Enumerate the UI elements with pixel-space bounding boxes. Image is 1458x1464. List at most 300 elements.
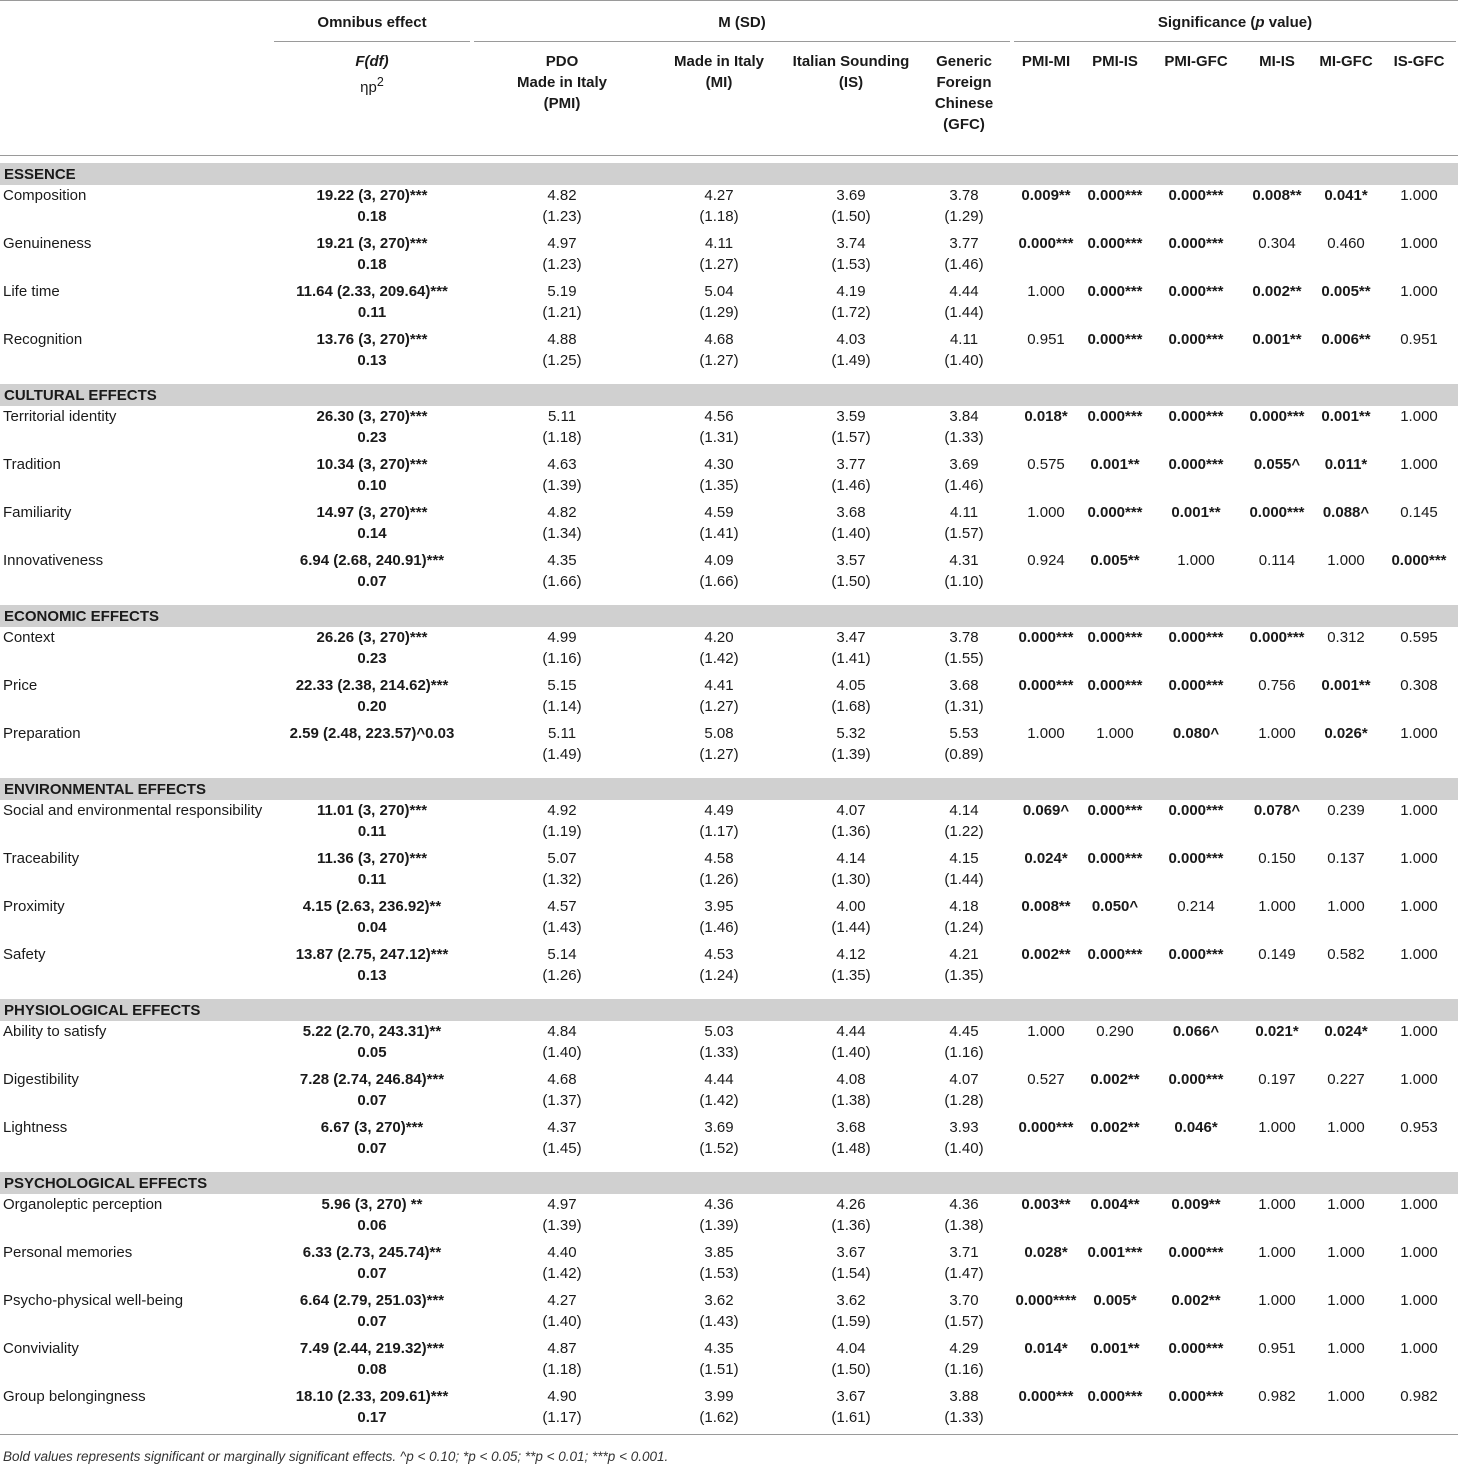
- omnibus-eta: 0.08: [357, 1361, 387, 1378]
- p-value-cell: 0.050^: [1091, 898, 1139, 915]
- p-value-cell: 1.000: [1400, 1023, 1438, 1040]
- mean-value: 4.21: [949, 946, 979, 963]
- mean-value: 4.45: [949, 1023, 979, 1040]
- header-group-col-line: Italian Sounding: [792, 53, 910, 70]
- mean-value: 3.67: [836, 1388, 866, 1405]
- p-value-cell: 0.304: [1258, 235, 1296, 252]
- sd-value: (1.39): [542, 1217, 582, 1234]
- sd-value: (1.49): [542, 746, 582, 763]
- omnibus-cell: [272, 185, 472, 233]
- p-value-cell: 0.021*: [1255, 1023, 1299, 1040]
- p-value-cell: 0.002**: [1090, 1071, 1140, 1088]
- table-row: [0, 848, 1458, 896]
- p-value-cell: 0.312: [1327, 629, 1365, 646]
- omnibus-cell: [272, 1194, 472, 1242]
- table-row: [0, 550, 1458, 598]
- p-value-cell: 0.041*: [1324, 187, 1368, 204]
- mean-sd-cell: [472, 1021, 652, 1069]
- mean-value: 3.67: [836, 1244, 866, 1261]
- p-value-cell: 0.004**: [1090, 1196, 1140, 1213]
- p-value-cell: 1.000: [1400, 898, 1438, 915]
- section-heading: PHYSIOLOGICAL EFFECTS: [0, 999, 1458, 1021]
- mean-sd-cell: [652, 550, 786, 598]
- mean-value: 4.87: [547, 1340, 577, 1357]
- mean-sd-cell: [786, 1069, 916, 1117]
- sd-value: (1.36): [831, 823, 871, 840]
- mean-value: 4.07: [836, 802, 866, 819]
- mean-value: 3.62: [704, 1292, 734, 1309]
- mean-value: 4.29: [949, 1340, 979, 1357]
- omnibus-eta: 0.07: [357, 1313, 387, 1330]
- omnibus-cell: [272, 627, 472, 675]
- sd-value: (1.17): [699, 823, 739, 840]
- sd-value: (1.38): [944, 1217, 984, 1234]
- mean-sd-cell: [786, 723, 916, 771]
- p-value-cell: 1.000: [1327, 898, 1365, 915]
- mean-sd-cell: [916, 1386, 1012, 1435]
- omnibus-cell: [272, 1242, 472, 1290]
- sd-value: (1.22): [944, 823, 984, 840]
- mean-sd-cell: [916, 723, 1012, 771]
- sd-value: (1.16): [542, 650, 582, 667]
- sd-value: (1.46): [944, 256, 984, 273]
- sd-value: (1.18): [542, 1361, 582, 1378]
- omnibus-f: 10.34 (3, 270)***: [316, 456, 428, 473]
- table-row: [0, 1021, 1458, 1069]
- p-value-cell: 0.001**: [1090, 456, 1140, 473]
- sd-value: (1.24): [699, 967, 739, 984]
- header-fdf-eta: F(df) $\eta p^2$: [272, 43, 472, 156]
- mean-value: 3.88: [949, 1388, 979, 1405]
- mean-value: 4.68: [547, 1071, 577, 1088]
- row-label: Preparation: [3, 725, 81, 742]
- p-value-cell: 1.000: [1400, 1340, 1438, 1357]
- table-row: [0, 1242, 1458, 1290]
- p-value-cell: 1.000: [1327, 1244, 1365, 1261]
- p-value-cell: 1.000: [1400, 1292, 1438, 1309]
- mean-sd-cell: [786, 1242, 916, 1290]
- p-value-cell: 0.000***: [1168, 1244, 1224, 1261]
- table-row: [0, 1290, 1458, 1338]
- p-value-cell: 1.000: [1400, 1071, 1438, 1088]
- mean-value: 4.20: [704, 629, 734, 646]
- sd-value: (1.19): [542, 823, 582, 840]
- omnibus-cell: [272, 1290, 472, 1338]
- p-value-cell: 1.000: [1327, 1196, 1365, 1213]
- omnibus-f: 11.64 (2.33, 209.64)***: [296, 283, 448, 300]
- mean-value: 4.14: [836, 850, 866, 867]
- p-value-cell: 0.000***: [1018, 677, 1074, 694]
- header-msd: M (SD): [472, 3, 1012, 43]
- mean-sd-cell: [786, 1117, 916, 1165]
- mean-sd-cell: [652, 1194, 786, 1242]
- sd-value: (1.34): [542, 525, 582, 542]
- p-value-cell: 0.000***: [1168, 331, 1224, 348]
- mean-sd-cell: [652, 1290, 786, 1338]
- mean-value: 4.09: [704, 552, 734, 569]
- row-label: Group belongingness: [3, 1388, 146, 1405]
- p-value-cell: 0.069^: [1022, 802, 1070, 819]
- row-label: Price: [3, 677, 38, 694]
- p-value-cell: 1.000: [1258, 1244, 1296, 1261]
- p-value-cell: 0.982: [1258, 1388, 1296, 1405]
- p-value-cell: 0.000***: [1018, 629, 1074, 646]
- p-value-cell: 0.000***: [1168, 677, 1224, 694]
- p-value-cell: 0.009**: [1021, 187, 1071, 204]
- header-variable: [0, 43, 272, 156]
- p-value-cell: 0.582: [1327, 946, 1365, 963]
- mean-value: 4.04: [836, 1340, 866, 1357]
- p-value-cell: 0.024*: [1024, 850, 1068, 867]
- sd-value: (1.18): [542, 429, 582, 446]
- mean-value: 3.62: [836, 1292, 866, 1309]
- omnibus-f: 11.36 (3, 270)***: [316, 850, 428, 867]
- mean-value: 3.78: [949, 187, 979, 204]
- sd-value: (1.14): [542, 698, 582, 715]
- mean-sd-cell: [786, 675, 916, 723]
- mean-sd-cell: [652, 944, 786, 992]
- p-value-cell: 0.197: [1258, 1071, 1296, 1088]
- p-value-cell: 0.018*: [1024, 408, 1068, 425]
- sd-value: (1.26): [542, 967, 582, 984]
- mean-value: 3.69: [836, 187, 866, 204]
- sd-value: (1.42): [699, 1092, 739, 1109]
- mean-sd-cell: [652, 723, 786, 771]
- sd-value: (1.42): [542, 1265, 582, 1282]
- p-value-cell: 0.000***: [1018, 1119, 1074, 1136]
- mean-value: 5.11: [547, 408, 577, 425]
- mean-sd-cell: [652, 627, 786, 675]
- section-heading: CULTURAL EFFECTS: [0, 384, 1458, 406]
- table-row: [0, 454, 1458, 502]
- p-value-cell: 1.000: [1400, 187, 1438, 204]
- row-label: Lightness: [3, 1119, 68, 1136]
- p-value-cell: 0.001**: [1321, 677, 1371, 694]
- mean-sd-cell: [916, 502, 1012, 550]
- mean-sd-cell: [916, 896, 1012, 944]
- mean-value: 4.27: [547, 1292, 577, 1309]
- omnibus-f: 22.33 (2.38, 214.62)***: [295, 677, 449, 694]
- p-value-cell: 1.000: [1400, 725, 1438, 742]
- table-row: [0, 1338, 1458, 1386]
- p-value-cell: 0.290: [1096, 1023, 1134, 1040]
- mean-sd-cell: [472, 1338, 652, 1386]
- mean-value: 4.37: [547, 1119, 577, 1136]
- header-group-col-0: [472, 43, 652, 156]
- p-value-cell: 0.149: [1258, 946, 1296, 963]
- p-value-cell: 0.308: [1400, 677, 1438, 694]
- p-value-cell: 0.137: [1327, 850, 1365, 867]
- mean-sd-cell: [786, 1338, 916, 1386]
- sd-value: (1.33): [944, 1409, 984, 1426]
- mean-sd-cell: [916, 233, 1012, 281]
- p-value-cell: 0.000***: [1168, 1071, 1224, 1088]
- sd-value: (1.40): [542, 1313, 582, 1330]
- mean-value: 3.70: [949, 1292, 979, 1309]
- sd-value: (1.31): [944, 698, 984, 715]
- section-heading: ESSENCE: [0, 163, 1458, 185]
- row-label: Digestibility: [3, 1071, 79, 1088]
- p-value-cell: 0.000***: [1168, 408, 1224, 425]
- omnibus-cell: [272, 454, 472, 502]
- header-group-col-line: Generic: [936, 53, 992, 70]
- sd-value: (1.53): [831, 256, 871, 273]
- mean-sd-cell: [652, 1338, 786, 1386]
- omnibus-eta: 0.07: [357, 573, 387, 590]
- sd-value: (1.52): [699, 1140, 739, 1157]
- p-value-cell: 0.005**: [1321, 283, 1371, 300]
- sd-value: (1.16): [944, 1361, 984, 1378]
- mean-value: 4.11: [949, 331, 979, 348]
- mean-sd-cell: [652, 1069, 786, 1117]
- sd-value: (1.72): [831, 304, 871, 321]
- omnibus-cell: [272, 1117, 472, 1165]
- mean-sd-cell: [652, 675, 786, 723]
- table-row: [0, 944, 1458, 992]
- p-value-cell: 1.000: [1400, 408, 1438, 425]
- mean-sd-cell: [786, 1290, 916, 1338]
- mean-sd-cell: [786, 944, 916, 992]
- mean-value: 4.27: [704, 187, 734, 204]
- omnibus-f: 18.10 (2.33, 209.61)***: [295, 1388, 449, 1405]
- mean-sd-cell: [652, 896, 786, 944]
- omnibus-f: 7.28 (2.74, 246.84)***: [299, 1071, 445, 1088]
- header-sig-col-pmi-is: PMI-IS: [1080, 43, 1150, 156]
- sd-value: (1.40): [831, 1044, 871, 1061]
- mean-value: 5.11: [547, 725, 577, 742]
- p-value-cell: 0.001***: [1087, 1244, 1143, 1261]
- sd-value: (1.44): [944, 304, 984, 321]
- sd-value: (1.49): [831, 352, 871, 369]
- mean-sd-cell: [916, 1069, 1012, 1117]
- p-value-cell: 0.003**: [1021, 1196, 1071, 1213]
- mean-value: 5.15: [547, 677, 577, 694]
- p-value-cell: 0.000***: [1168, 850, 1224, 867]
- table-row: [0, 896, 1458, 944]
- p-value-cell: 0.000***: [1249, 408, 1305, 425]
- p-value-cell: 0.756: [1258, 677, 1296, 694]
- p-value-cell: 1.000: [1258, 725, 1296, 742]
- omnibus-eta: 0.20: [357, 698, 387, 715]
- mean-value: 4.30: [704, 456, 734, 473]
- sd-value: (1.44): [831, 919, 871, 936]
- sd-value: (1.51): [699, 1361, 739, 1378]
- p-value-cell: 0.000***: [1168, 629, 1224, 646]
- table-row: [0, 502, 1458, 550]
- mean-value: 4.35: [547, 552, 577, 569]
- mean-value: 5.07: [547, 850, 577, 867]
- p-value-cell: 0.000***: [1087, 802, 1143, 819]
- p-value-cell: 0.014*: [1024, 1340, 1068, 1357]
- p-value-cell: 1.000: [1400, 1196, 1438, 1213]
- header-significance: Significance (p value): [1012, 3, 1458, 43]
- p-value-cell: 0.001**: [1171, 504, 1221, 521]
- p-value-cell: 1.000: [1027, 725, 1065, 742]
- p-value-cell: 0.002**: [1021, 946, 1071, 963]
- p-value-cell: 1.000: [1327, 1292, 1365, 1309]
- omnibus-cell: [272, 406, 472, 454]
- sd-value: (1.17): [542, 1409, 582, 1426]
- header-group-col-line: (IS): [838, 74, 864, 91]
- sd-value: (1.10): [944, 573, 984, 590]
- p-value-cell: 0.000***: [1087, 331, 1143, 348]
- p-value-cell: 1.000: [1177, 552, 1215, 569]
- sd-value: (1.46): [944, 477, 984, 494]
- p-value-cell: 0.000***: [1249, 629, 1305, 646]
- mean-value: 4.44: [949, 283, 979, 300]
- sd-value: (1.36): [831, 1217, 871, 1234]
- sd-value: (1.29): [699, 304, 739, 321]
- mean-value: 4.57: [547, 898, 577, 915]
- mean-sd-cell: [916, 1242, 1012, 1290]
- p-value-cell: 1.000: [1327, 552, 1365, 569]
- sd-value: (1.59): [831, 1313, 871, 1330]
- mean-sd-cell: [652, 1386, 786, 1435]
- mean-value: 4.15: [949, 850, 979, 867]
- table-row: [0, 675, 1458, 723]
- header-group-col-1: [652, 43, 786, 156]
- mean-sd-cell: [786, 329, 916, 377]
- sd-value: (1.23): [542, 208, 582, 225]
- section-heading: PSYCHOLOGICAL EFFECTS: [0, 1172, 1458, 1194]
- sd-value: (1.31): [699, 429, 739, 446]
- p-value-cell: 1.000: [1027, 1023, 1065, 1040]
- mean-sd-cell: [916, 406, 1012, 454]
- row-label: Personal memories: [3, 1244, 133, 1261]
- header-sig-col-mi-gfc: MI-GFC: [1312, 43, 1380, 156]
- header-sig-col-is-gfc: IS-GFC: [1380, 43, 1458, 156]
- omnibus-cell: [272, 233, 472, 281]
- mean-value: 4.84: [547, 1023, 577, 1040]
- sd-value: (0.89): [944, 746, 984, 763]
- sd-value: (1.37): [542, 1092, 582, 1109]
- p-value-cell: 0.982: [1400, 1388, 1438, 1405]
- mean-value: 3.68: [836, 1119, 866, 1136]
- mean-sd-cell: [652, 1242, 786, 1290]
- omnibus-f: 26.26 (3, 270)***: [316, 629, 428, 646]
- sd-value: (1.27): [699, 746, 739, 763]
- omnibus-cell: [272, 944, 472, 992]
- omnibus-eta: 0.14: [357, 525, 387, 542]
- mean-value: 5.14: [547, 946, 577, 963]
- mean-sd-cell: [786, 896, 916, 944]
- sd-value: (1.39): [542, 477, 582, 494]
- p-value-cell: 0.002**: [1090, 1119, 1140, 1136]
- mean-value: 4.14: [949, 802, 979, 819]
- sd-value: (1.44): [944, 871, 984, 888]
- mean-sd-cell: [472, 675, 652, 723]
- header-group-col-2: [786, 43, 916, 156]
- omnibus-f: 6.67 (3, 270)***: [320, 1119, 424, 1136]
- p-value-cell: 0.951: [1258, 1340, 1296, 1357]
- table-row: [0, 233, 1458, 281]
- mean-sd-cell: [472, 550, 652, 598]
- sd-value: (1.40): [831, 525, 871, 542]
- sd-value: (1.46): [831, 477, 871, 494]
- p-value-cell: 0.460: [1327, 235, 1365, 252]
- mean-value: 3.68: [949, 677, 979, 694]
- p-value-cell: 0.953: [1400, 1119, 1438, 1136]
- table-row: [0, 185, 1458, 233]
- mean-value: 4.59: [704, 504, 734, 521]
- mean-sd-cell: [652, 1117, 786, 1165]
- mean-value: 3.69: [949, 456, 979, 473]
- row-label: Innovativeness: [3, 552, 104, 569]
- mean-sd-cell: [472, 800, 652, 848]
- p-value-cell: 0.924: [1027, 552, 1065, 569]
- header-group-col-line: (GFC): [943, 116, 985, 133]
- omnibus-eta: 0.11: [357, 304, 387, 321]
- mean-value: 4.11: [704, 235, 734, 252]
- p-value-cell: 0.009**: [1171, 1196, 1221, 1213]
- mean-sd-cell: [916, 627, 1012, 675]
- table-body: [0, 156, 1458, 1435]
- omnibus-cell: [272, 1386, 472, 1435]
- omnibus-eta: 0.17: [357, 1409, 387, 1426]
- omnibus-f: 13.76 (3, 270)***: [316, 331, 428, 348]
- mean-sd-cell: [472, 1117, 652, 1165]
- omnibus-f: 26.30 (3, 270)***: [316, 408, 428, 425]
- mean-sd-cell: [786, 406, 916, 454]
- omnibus-eta: 0.11: [357, 823, 387, 840]
- mean-value: 4.26: [836, 1196, 866, 1213]
- p-value-cell: 0.575: [1027, 456, 1065, 473]
- mean-value: 4.41: [704, 677, 734, 694]
- mean-value: 3.77: [949, 235, 979, 252]
- mean-value: 4.40: [547, 1244, 577, 1261]
- sd-value: (1.68): [831, 698, 871, 715]
- omnibus-f: 7.49 (2.44, 219.32)***: [299, 1340, 445, 1357]
- header-sig-col-pmi-mi: PMI-MI: [1012, 43, 1080, 156]
- mean-value: 3.68: [836, 504, 866, 521]
- row-label: Life time: [3, 283, 60, 300]
- p-value-cell: 1.000: [1400, 850, 1438, 867]
- p-value-cell: 0.145: [1400, 504, 1438, 521]
- sd-value: (1.57): [944, 1313, 984, 1330]
- mean-value: 4.19: [836, 283, 866, 300]
- mean-sd-cell: [472, 1290, 652, 1338]
- mean-value: 4.31: [949, 552, 979, 569]
- mean-sd-cell: [916, 675, 1012, 723]
- mean-value: 5.53: [949, 725, 979, 742]
- p-value-cell: 0.006**: [1321, 331, 1371, 348]
- omnibus-cell: [272, 1338, 472, 1386]
- mean-sd-cell: [652, 233, 786, 281]
- sd-value: (1.16): [944, 1044, 984, 1061]
- table-row: [0, 1386, 1458, 1435]
- p-value-cell: 0.000***: [1087, 677, 1143, 694]
- p-value-cell: 1.000: [1400, 456, 1438, 473]
- p-value-cell: 1.000: [1400, 235, 1438, 252]
- mean-value: 3.93: [949, 1119, 979, 1136]
- header-omnibus: Omnibus effect: [272, 3, 472, 43]
- omnibus-f: 19.21 (3, 270)***: [316, 235, 428, 252]
- row-label: Social and environmental responsibility: [3, 802, 263, 819]
- omnibus-eta: 0.23: [357, 429, 387, 446]
- p-value-cell: 0.000***: [1391, 552, 1447, 569]
- p-value-cell: 1.000: [1327, 1340, 1365, 1357]
- header-group-col-line: PDO: [545, 53, 579, 70]
- row-label: Psycho-physical well-being: [3, 1292, 184, 1309]
- sd-value: (1.41): [831, 650, 871, 667]
- mean-value: 4.97: [547, 235, 577, 252]
- mean-sd-cell: [472, 454, 652, 502]
- mean-sd-cell: [786, 233, 916, 281]
- mean-sd-cell: [916, 1117, 1012, 1165]
- mean-sd-cell: [786, 1386, 916, 1435]
- sd-value: (1.41): [699, 525, 739, 542]
- p-value-cell: 0.046*: [1174, 1119, 1218, 1136]
